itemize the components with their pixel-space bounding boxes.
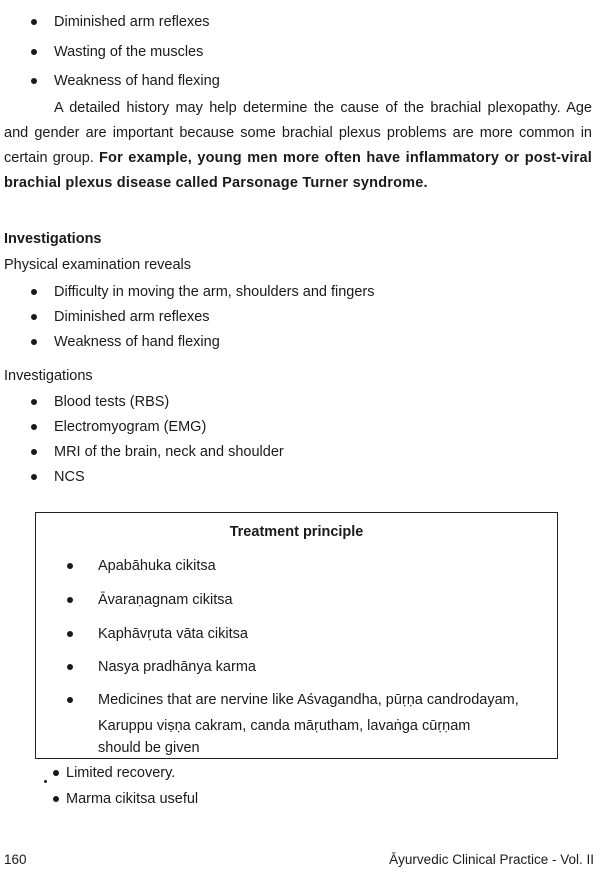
paragraph-normal-text: A detailed history may help determine the cause of the brachial plexopathy. Age and gender are important because some brachial plexus problems are more common in certain group.: [4, 100, 592, 166]
paragraph-bold-text: For example, young men more often have inflammatory or post-viral brachial plexus disease called Parsonage Turner syndrome.: [4, 150, 592, 191]
list-item-text: Weakness of hand flexing: [54, 334, 220, 350]
page-number: 160: [4, 852, 27, 867]
bullet-icon: [53, 796, 59, 802]
list-item-text: Marma cikitsa useful: [66, 791, 199, 807]
treatment-principle-box: [35, 512, 558, 759]
section-heading: Investigations: [4, 231, 102, 247]
bullet-icon: [31, 399, 37, 405]
bullet-icon: [31, 289, 37, 295]
bullet-icon: [31, 49, 37, 55]
bullet-icon: [67, 631, 73, 637]
bullet-icon: [31, 424, 37, 430]
bullet-icon: [31, 78, 37, 84]
medicine-line-3: should be given: [98, 740, 200, 756]
list-item-text: Weakness of hand flexing: [54, 73, 220, 89]
bullet-icon: [31, 19, 37, 25]
list-item-text: Wasting of the muscles: [54, 44, 204, 60]
medicine-line-2: Karuppu viṣṇa cakram, canda māṛutham, lavaṅga cūṛṇam: [98, 718, 471, 734]
investigations-intro: Investigations: [4, 368, 93, 384]
book-title: Āyurvedic Clinical Practice - Vol. II: [389, 852, 594, 867]
list-item-text: Diminished arm reflexes: [54, 309, 210, 325]
list-item-text: Blood tests (RBS): [54, 394, 170, 410]
medicine-line-1: Medicines that are nervine like Aśvagandha, pūṛṇa candrodayam,: [98, 692, 519, 708]
list-item-text: Limited recovery.: [66, 765, 176, 781]
list-item-text: MRI of the brain, neck and shoulder: [54, 444, 284, 460]
list-item-text: Āvaraṇagnam cikitsa: [98, 592, 233, 608]
physical-exam-intro: Physical examination reveals: [4, 257, 191, 273]
bullet-icon: [67, 664, 73, 670]
bullet-icon: [31, 449, 37, 455]
box-title: Treatment principle: [229, 524, 364, 540]
bullet-icon: [67, 597, 73, 603]
list-item-text: Diminished arm reflexes: [54, 14, 210, 30]
list-item-text: Electromyogram (EMG): [54, 419, 207, 435]
list-item-text: NCS: [54, 469, 85, 485]
bullet-icon: [31, 474, 37, 480]
bullet-icon: [53, 770, 59, 776]
bullet-icon: [67, 697, 73, 703]
list-item-text: Difficulty in moving the arm, shoulders and fingers: [54, 284, 375, 300]
stray-dot: [44, 780, 47, 783]
list-item-text: Kaphāvṛuta vāta cikitsa: [98, 626, 248, 642]
list-item-text: Apabāhuka cikitsa: [98, 558, 216, 574]
bullet-icon: [31, 339, 37, 345]
list-item-text: Nasya pradhānya karma: [98, 659, 256, 675]
bullet-icon: [67, 563, 73, 569]
bullet-icon: [31, 314, 37, 320]
body-paragraph: [4, 96, 592, 196]
